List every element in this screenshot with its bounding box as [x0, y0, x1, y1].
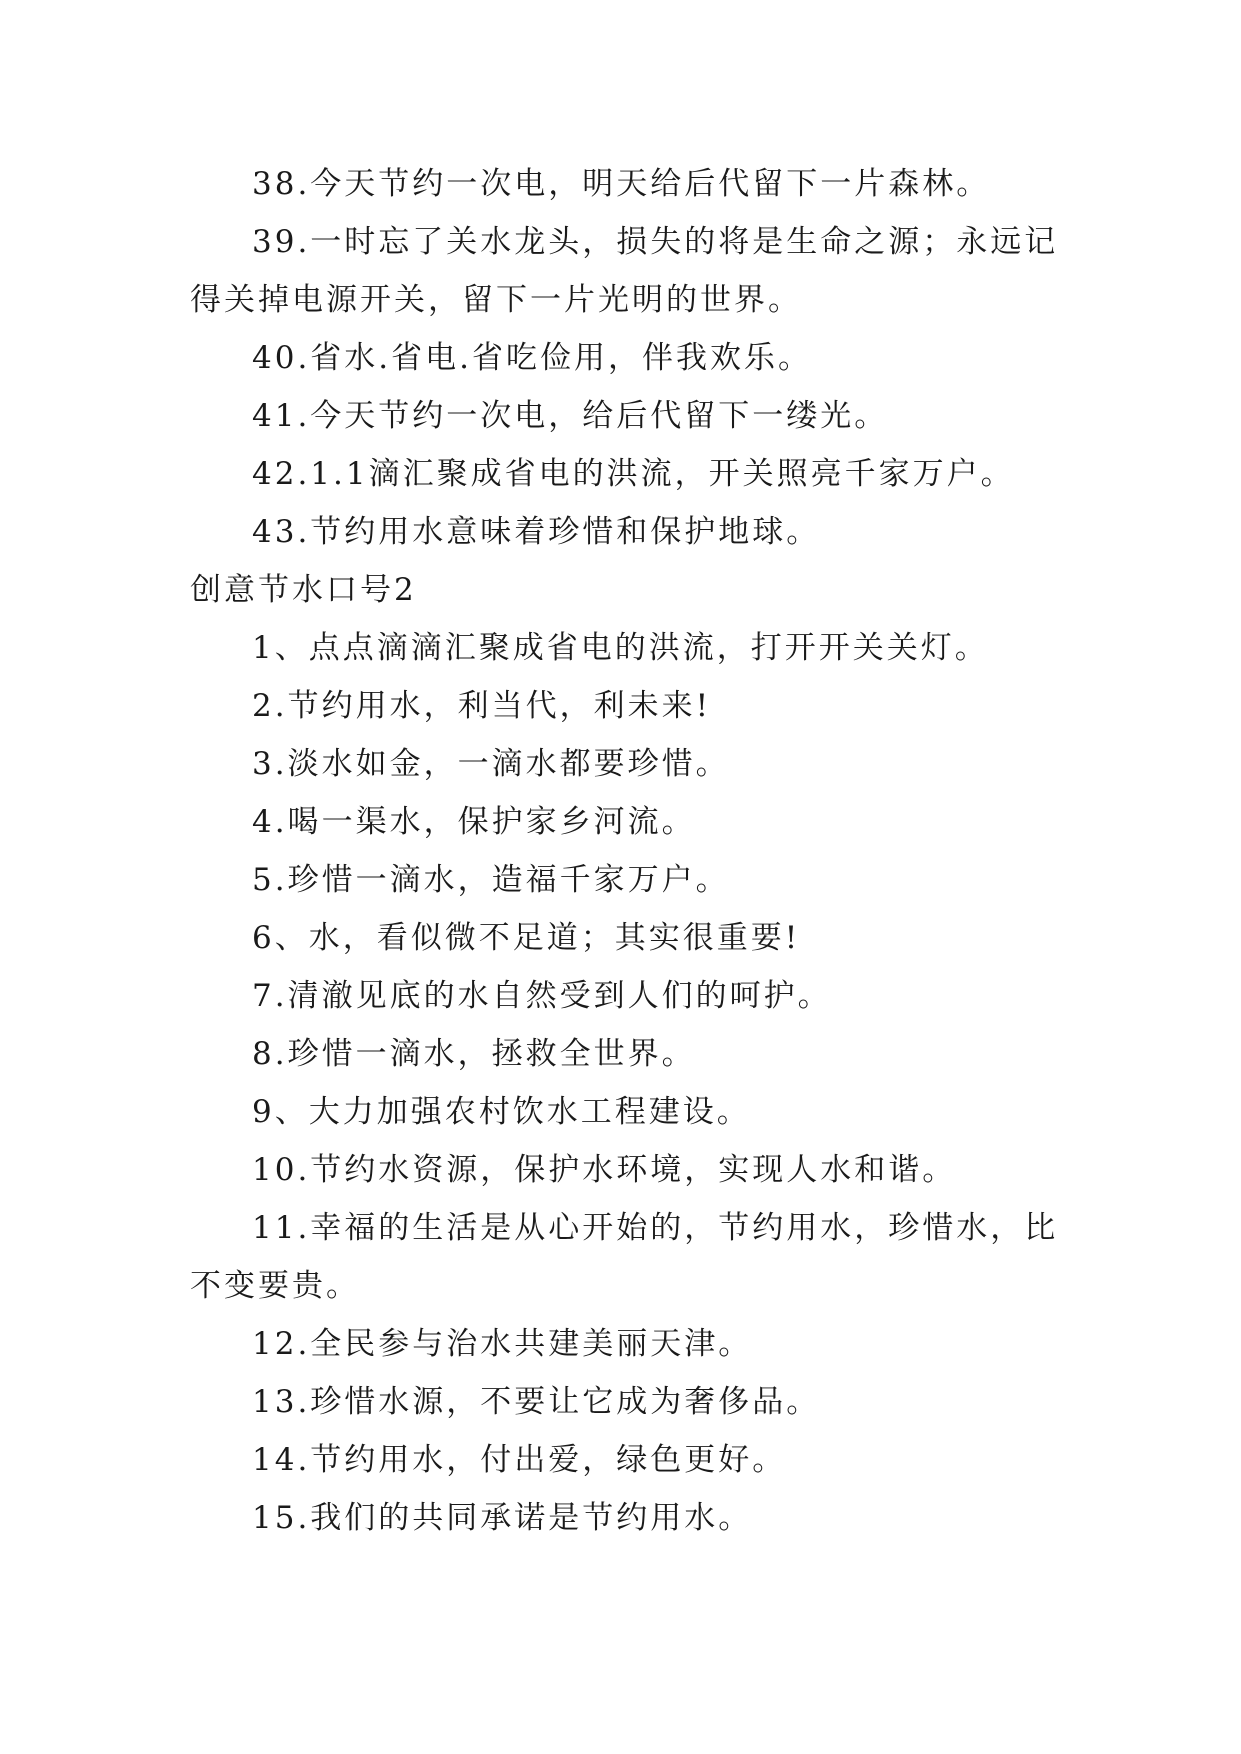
slogan-item: 3.淡水如金，一滴水都要珍惜。 [252, 746, 730, 782]
slogan-item: 8.珍惜一滴水，拯救全世界。 [252, 1036, 696, 1072]
slogan-item: 9、大力加强农村饮水工程建设。 [252, 1094, 751, 1130]
section-heading: 创意节水口号2 [190, 572, 417, 608]
slogan-item: 10.节约水资源，保护水环境，实现人水和谐。 [252, 1152, 957, 1188]
slogan-item: 40.省水.省电.省吃俭用，伴我欢乐。 [252, 340, 813, 376]
slogan-item: 15.我们的共同承诺是节约用水。 [252, 1500, 753, 1536]
slogan-item: 11.幸福的生活是从心开始的，节约用水，珍惜水，比不变要贵。 [190, 1210, 1059, 1304]
slogan-item: 41.今天节约一次电，给后代留下一缕光。 [252, 398, 889, 434]
slogan-item: 7.清澈见底的水自然受到人们的呵护。 [252, 978, 832, 1014]
slogan-item: 43.节约用水意味着珍惜和保护地球。 [252, 514, 821, 550]
slogan-item: 14.节约用水，付出爱，绿色更好。 [252, 1442, 787, 1478]
slogan-item: 12.全民参与治水共建美丽天津。 [252, 1326, 753, 1362]
slogan-item: 42.1.1滴汇聚成省电的洪流，开关照亮千家万户。 [252, 456, 1015, 492]
slogan-item: 6、水，看似微不足道；其实很重要! [252, 920, 801, 956]
document-body [190, 155, 1060, 1547]
slogan-item: 13.珍惜水源，不要让它成为奢侈品。 [252, 1384, 821, 1420]
slogan-item: 1、点点滴滴汇聚成省电的洪流，打开开关关灯。 [252, 630, 989, 666]
slogan-item: 2.节约用水，利当代，利未来! [252, 688, 712, 724]
slogan-item: 5.珍惜一滴水，造福千家万户。 [252, 862, 730, 898]
slogan-item: 39.一时忘了关水龙头，损失的将是生命之源；永远记得关掉电源开关，留下一片光明的世界。 [190, 224, 1059, 318]
slogan-item: 38.今天节约一次电，明天给后代留下一片森林。 [252, 166, 991, 202]
slogan-item: 4.喝一渠水，保护家乡河流。 [252, 804, 696, 840]
